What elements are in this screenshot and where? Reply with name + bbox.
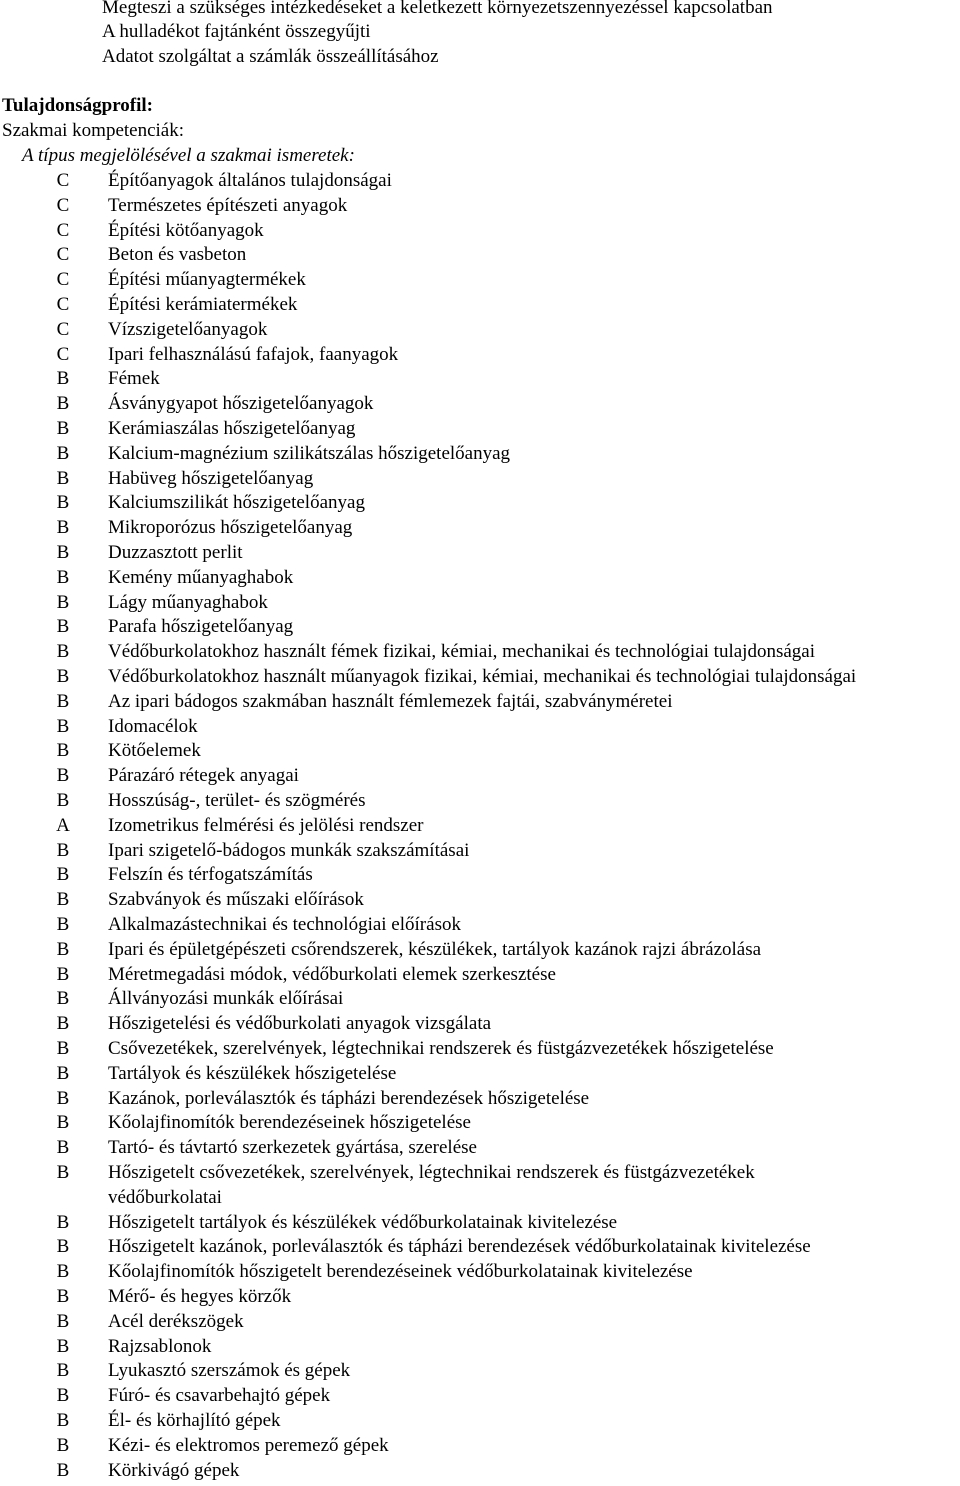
knowledge-item <box>0 888 960 913</box>
knowledge-text: Lyukasztó szerszámok és gépek <box>108 1360 351 1382</box>
knowledge-text: Körkivágó gépek <box>108 1459 240 1481</box>
knowledge-text: Méretmegadási módok, védőburkolati elemek szerkesztése <box>108 963 556 985</box>
knowledge-level: B <box>56 418 70 439</box>
intro-line-2: A hulladékot fajtánként összegyűjti <box>102 21 371 42</box>
knowledge-item <box>0 219 960 244</box>
knowledge-text: Vízszigetelőanyagok <box>108 318 268 340</box>
knowledge-text: Szabványok és műszaki előírások <box>108 889 364 911</box>
knowledge-text: Kalcium-magnézium szilikátszálas hőszigetelőanyag <box>108 442 511 464</box>
knowledge-level: B <box>56 740 70 762</box>
knowledge-text: Izometrikus felmérési és jelölési rendszer <box>108 814 424 836</box>
knowledge-item <box>0 491 960 516</box>
knowledge-level: B <box>56 715 70 737</box>
knowledge-item <box>0 566 960 591</box>
knowledge-item <box>0 963 960 988</box>
knowledge-level: B <box>56 1211 70 1233</box>
knowledge-item <box>0 1260 960 1285</box>
knowledge-item <box>0 1062 960 1087</box>
knowledge-item <box>0 1434 960 1459</box>
knowledge-level: C <box>56 194 70 216</box>
competence-heading: Szakmai kompetenciák: <box>2 120 185 141</box>
knowledge-text: Kerámiaszálas hőszigetelőanyag <box>108 418 356 439</box>
knowledge-text: Ipari és épületgépészeti csőrendszerek, készülékek, tartályok kazánok rajzi ábrázolása <box>108 938 762 960</box>
knowledge-level: B <box>56 1286 70 1307</box>
knowledge-text: Idomacélok <box>108 715 198 737</box>
knowledge-level: B <box>56 1410 70 1431</box>
knowledge-item <box>0 1409 960 1434</box>
knowledge-item <box>0 1459 960 1484</box>
knowledge-text: Kemény műanyaghabok <box>108 566 294 588</box>
knowledge-level: B <box>56 963 70 985</box>
knowledge-level: B <box>56 1062 70 1084</box>
knowledge-text: Hőszigetelt tartályok és készülékek védőburkolatainak kivitelezése <box>108 1211 618 1233</box>
knowledge-text: Fúró- és csavarbehajtó gépek <box>108 1385 331 1407</box>
knowledge-level: B <box>56 1236 70 1258</box>
knowledge-item <box>0 516 960 541</box>
knowledge-level: B <box>56 1013 70 1035</box>
knowledge-level: B <box>56 690 70 712</box>
knowledge-level: B <box>56 517 70 539</box>
knowledge-level: C <box>56 343 70 365</box>
knowledge-text: Hőszigetelt csővezetékek, szerelvények, légtechnikai rendszerek és füstgázvezetékek <box>108 1162 755 1183</box>
knowledge-level: B <box>56 914 70 935</box>
knowledge-text: Tartályok és készülékek hőszigetelése <box>108 1062 397 1084</box>
knowledge-text: Építőanyagok általános tulajdonságai <box>108 170 392 191</box>
knowledge-item <box>0 1235 960 1260</box>
knowledge-item <box>0 640 960 665</box>
knowledge-level: B <box>56 666 70 687</box>
knowledge-item <box>0 1012 960 1037</box>
knowledge-item <box>0 1136 960 1161</box>
knowledge-item <box>0 814 960 839</box>
knowledge-item <box>0 367 960 392</box>
knowledge-text: Parafa hőszigetelőanyag <box>108 616 294 638</box>
knowledge-item <box>0 938 960 963</box>
knowledge-item <box>0 913 960 938</box>
knowledge-text: Fémek <box>108 368 160 390</box>
knowledge-text: Ipari felhasználású fafajok, faanyagok <box>108 343 399 365</box>
knowledge-level: B <box>56 1385 70 1407</box>
knowledge-item <box>0 442 960 467</box>
knowledge-level: B <box>56 1087 70 1109</box>
profile-heading: Tulajdonságprofil: <box>2 95 153 116</box>
knowledge-text: Kézi- és elektromos peremező gépek <box>108 1434 389 1456</box>
knowledge-item <box>0 293 960 318</box>
knowledge-item <box>0 243 960 268</box>
knowledge-level: B <box>56 889 70 911</box>
knowledge-text: Acél derékszögek <box>108 1310 244 1332</box>
knowledge-level: B <box>56 641 70 663</box>
knowledge-item <box>0 1087 960 1112</box>
knowledge-item <box>0 1359 960 1384</box>
knowledge-level: B <box>56 442 70 464</box>
knowledge-text: Kőolajfinomítók hőszigetelt berendezéseinek védőburkolatainak kivitelezése <box>108 1261 693 1283</box>
knowledge-item <box>0 1384 960 1409</box>
knowledge-level: B <box>56 492 70 514</box>
knowledge-level: B <box>56 1112 70 1134</box>
knowledge-level: C <box>56 219 70 241</box>
knowledge-item <box>0 1285 960 1310</box>
knowledge-text: Hosszúság-, terület- és szögmérés <box>108 790 366 811</box>
knowledge-item <box>0 690 960 715</box>
knowledge-item <box>0 1161 960 1208</box>
knowledge-text: Kőolajfinomítók berendezéseinek hőszigetelése <box>108 1112 471 1134</box>
knowledge-level: B <box>56 1459 70 1481</box>
knowledge-level: C <box>56 269 70 291</box>
knowledge-item <box>0 268 960 293</box>
knowledge-level: B <box>56 566 70 588</box>
knowledge-text: Habüveg hőszigetelőanyag <box>108 467 314 489</box>
knowledge-text: Védőburkolatokhoz használt fémek fizikai, kémiai, mechanikai és technológiai tulajdonságai <box>108 641 815 663</box>
knowledge-text: Rajzsablonok <box>108 1335 212 1357</box>
knowledge-subheading: A típus megjelölésével a szakmai ismeretek: <box>22 145 355 166</box>
knowledge-item <box>0 318 960 343</box>
knowledge-item <box>0 343 960 368</box>
knowledge-item <box>0 665 960 690</box>
intro-line-1: Megteszi a szükséges intézkedéseket a keletkezett környezetszennyezéssel kapcsolatban <box>102 0 773 18</box>
knowledge-level: B <box>56 1162 70 1183</box>
knowledge-text: Mikroporózus hőszigetelőanyag <box>108 517 353 539</box>
knowledge-level: B <box>56 765 70 787</box>
knowledge-item <box>0 467 960 492</box>
knowledge-item <box>0 194 960 219</box>
knowledge-level: B <box>56 864 70 886</box>
knowledge-text: Él- és körhajlító gépek <box>108 1410 281 1431</box>
knowledge-level: B <box>56 368 70 390</box>
knowledge-item <box>0 392 960 417</box>
knowledge-level: B <box>56 616 70 638</box>
knowledge-item <box>0 1037 960 1062</box>
knowledge-text: Alkalmazástechnikai és technológiai előírások <box>108 914 461 935</box>
knowledge-text: Párazáró rétegek anyagai <box>108 765 299 787</box>
knowledge-text: Kötőelemek <box>108 740 201 762</box>
knowledge-text: Építési kötőanyagok <box>108 219 264 241</box>
knowledge-item <box>0 715 960 740</box>
knowledge-item <box>0 1211 960 1236</box>
knowledge-level: B <box>56 988 70 1010</box>
knowledge-item <box>0 839 960 864</box>
knowledge-text-continuation: védőburkolatai <box>108 1186 222 1208</box>
knowledge-text: Ipari szigetelő-bádogos munkák szakszámításai <box>108 839 470 861</box>
intro-line-3: Adatot szolgáltat a számlák összeállításához <box>102 46 439 67</box>
knowledge-text: Természetes építészeti anyagok <box>108 194 348 216</box>
knowledge-level: B <box>56 591 70 613</box>
knowledge-level: C <box>56 170 70 191</box>
knowledge-item <box>0 764 960 789</box>
knowledge-item <box>0 863 960 888</box>
knowledge-text: Duzzasztott perlit <box>108 542 243 563</box>
knowledge-item <box>0 1335 960 1360</box>
knowledge-level: B <box>56 1335 70 1357</box>
knowledge-item <box>0 987 960 1012</box>
knowledge-level: C <box>56 318 70 340</box>
knowledge-level: B <box>56 1038 70 1059</box>
knowledge-level: B <box>56 467 70 489</box>
knowledge-text: Építési kerámiatermékek <box>108 294 298 315</box>
knowledge-level: B <box>56 1261 70 1283</box>
knowledge-level: B <box>56 1360 70 1382</box>
knowledge-text: Védőburkolatokhoz használt műanyagok fizikai, kémiai, mechanikai és technológiai tulajdonságai <box>108 666 857 687</box>
knowledge-text: Beton és vasbeton <box>108 244 247 266</box>
knowledge-level: B <box>56 790 70 811</box>
knowledge-text: Kalciumszilikát hőszigetelőanyag <box>108 492 365 514</box>
knowledge-item <box>0 615 960 640</box>
knowledge-level: B <box>56 393 70 415</box>
knowledge-text: Felszín és térfogatszámítás <box>108 864 313 886</box>
knowledge-level: B <box>56 1434 70 1456</box>
knowledge-text: Csővezetékek, szerelvények, légtechnikai rendszerek és füstgázvezetékek hőszigetelése <box>108 1038 774 1059</box>
knowledge-text: Állványozási munkák előírásai <box>108 988 344 1010</box>
knowledge-level: B <box>56 542 70 563</box>
knowledge-level: B <box>56 1137 70 1159</box>
knowledge-level: B <box>56 1310 70 1332</box>
knowledge-text: Az ipari bádogos szakmában használt fémlemezek fajtái, szabványméretei <box>108 690 673 712</box>
knowledge-level: B <box>56 938 70 960</box>
knowledge-item <box>0 541 960 566</box>
knowledge-item <box>0 591 960 616</box>
knowledge-text: Építési műanyagtermékek <box>108 269 306 291</box>
knowledge-text: Ásványgyapot hőszigetelőanyagok <box>108 393 374 415</box>
knowledge-text: Kazánok, porleválasztók és tápházi berendezések hőszigetelése <box>108 1087 590 1109</box>
knowledge-item <box>0 169 960 194</box>
knowledge-text: Lágy műanyaghabok <box>108 591 268 613</box>
knowledge-text: Mérő- és hegyes körzők <box>108 1286 292 1307</box>
knowledge-item <box>0 417 960 442</box>
knowledge-level: C <box>56 244 70 266</box>
knowledge-item <box>0 739 960 764</box>
knowledge-item <box>0 1111 960 1136</box>
knowledge-item <box>0 789 960 814</box>
knowledge-text: Hőszigetelt kazánok, porleválasztók és tápházi berendezések védőburkolatainak kivitelezése <box>108 1236 811 1258</box>
knowledge-level: A <box>56 814 70 836</box>
knowledge-item <box>0 1310 960 1335</box>
knowledge-text: Tartó- és távtartó szerkezetek gyártása, szerelése <box>108 1137 477 1159</box>
knowledge-text: Hőszigetelési és védőburkolati anyagok vizsgálata <box>108 1013 492 1035</box>
knowledge-level: B <box>56 839 70 861</box>
knowledge-level: C <box>56 294 70 315</box>
